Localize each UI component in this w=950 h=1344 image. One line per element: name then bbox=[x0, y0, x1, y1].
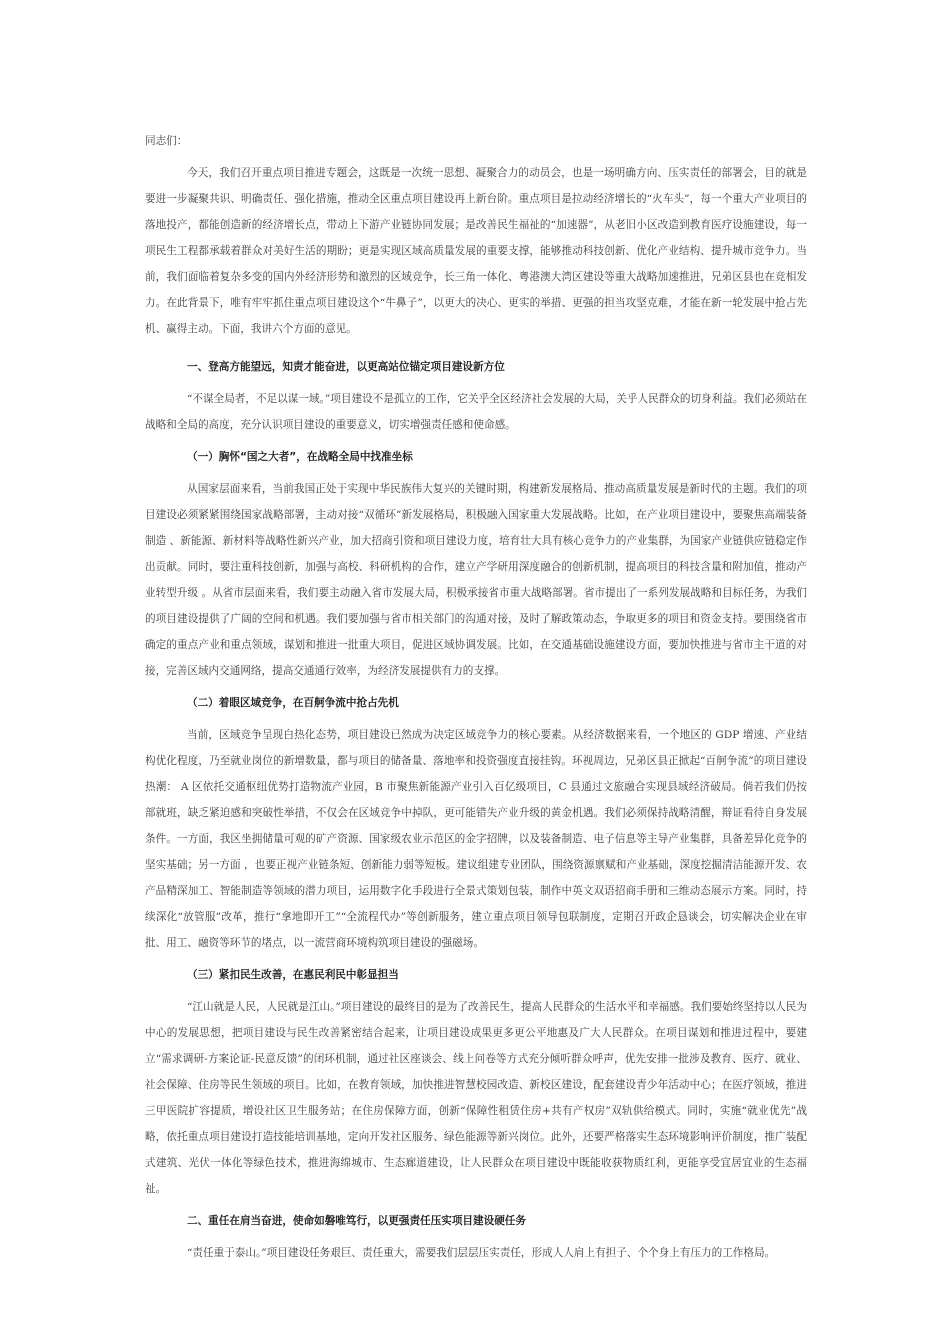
section-1-lead: “不谋全局者，不足以谋一域。”项目建设不是孤立的工作，它关乎全区经济社会发展的大局，关乎人民群众的切身利益。我们必须站在战略和全局的高度，充分认识项目建设的重要意义，切实增强责任感和使命感。 bbox=[145, 393, 807, 431]
subsection-3-heading: （三）紧扣民生改善，在惠民利民中彰显担当 bbox=[187, 969, 399, 981]
intro-paragraph: 今天，我们召开重点项目推进专题会，这既是一次统一思想、凝聚合力的动员会，也是一场明确方向、压实责任的部署会，目的就是要进一步凝聚共识、明确责任、强化措施，推动全区重点项目建设再上新台阶。重点项目是拉动经济增长的“火车头”，每一个重大产业项目的落地投产，都能创造新的经济增长点，带动上下游产业链协同发展；是改善民生福祉的“加速器”，从老旧小区改造到教育医疗设施建设，每一项民生工程都承载着群众对美好生活的期盼；更是实现区域高质量发展的重要支撑，能够推动科技创新、优化产业结构、提升城市竞争力。当前，我们面临着复杂多变的国内外经济形势和激烈的区域竞争，长三角一体化、粤港澳大湾区建设等重大战略加速推进，兄弟区县也在竞相发力。在此背景下，唯有牢牢抓住重点项目建设这个“牛鼻子”，以更大的决心、更实的举措、更强的担当攻坚克难，才能在新一轮发展中抢占先机、赢得主动。下面，我讲六个方面的意见。 bbox=[145, 167, 807, 335]
subsection-1-body: 从国家层面来看，当前我国正处于实现中华民族伟大复兴的关键时期，构建新发展格局、推动高质量发展是新时代的主题。我们的项目建设必须紧紧围绕国家战略部署，主动对接“双循环”新发展格局，积极融入国家重大发展战略。比如，在产业项目建设中，要聚焦高端装备制造 、新能源、新材料等战略性新兴产业，加大招商引资和项目建设力度，培育壮大具有核心竞争力的产业集群，为国家产业链供应链稳定作出贡献。同时，要注重科技创新，加强与高校、科研机构的合作，建立产学研用深度融合的创新机制，提高项目的科技含量和附加值，推动产业转型升级 。从省市层面来看，我们要主动融入省市发展大局，积极承接省市重大战略部署。省市提出了一系列发展战略和目标任务，为我们的项目建设提供了广阔的空间和机遇。我们要加强与省市相关部门的沟通对接，及时了解政策动态，争取更多的项目和资金支持。要围绕省市确定的重点产业和重点领域，谋划和推进一批重大项目，促进区域协调发展。比如，在交通基础设施建设方面，要加快推进与省市主干道的对接，完善区域内交通网络，提高交通通行效率，为经济发展提供有力的支撑。 bbox=[145, 483, 807, 677]
section-1-heading: 一、登高方能望远，知责才能奋进，以更高站位锚定项目建设新方位 bbox=[187, 361, 505, 373]
subsection-2-heading: （二）着眼区域竞争，在百舸争流中抢占先机 bbox=[187, 697, 399, 709]
subsection-1-heading: （一）胸怀“国之大者”，在战略全局中找准坐标 bbox=[187, 451, 413, 463]
section-2-heading: 二、重任在肩当奋进，使命如磐唯笃行，以更强责任压实项目建设硬任务 bbox=[187, 1215, 526, 1227]
salutation: 同志们： bbox=[145, 135, 188, 147]
section-2-lead: “责任重于泰山。”项目建设任务艰巨、责任重大，需要我们层层压实责任，形成人人肩上有担子、个个身上有压力的工作格局。 bbox=[187, 1247, 776, 1259]
subsection-2-body: 当前，区域竞争呈现白热化态势，项目建设已然成为决定区域竞争力的核心要素。从经济数据来看，一个地区的 GDP 增速、产业结构优化程度，乃至就业岗位的新增数量，都与项目的储备量、落地率和投资强度直接挂钩。环视周边，兄弟区县正掀起“百舸争流”的项目建设热潮： A 区依托交通枢纽优势打造物流产业园，B 市聚焦新能源产业引入百亿级项目，C 县通过文旅融合实现县域经济破局。倘若我们仍按部就班，缺乏紧迫感和突破性举措，不仅会在区域竞争中掉队，更可能错失产业升级的黄金机遇。我们必须保持战略清醒，辩证看待自身发展条件。一方面，我区坐拥储量可观的矿产资源、国家级农业示范区的金字招牌，以及装备制造、电子信息等主导产业集群，具备差异化竞争的坚实基础；另一方面 ，也要正视产业链条短、创新能力弱等短板。建议组建专业团队，围绕资源禀赋和产业基础，深度挖掘清洁能源开发、农产品精深加工、智能制造等领域的潜力项目，运用数字化手段进行全景式策划包装，制作中英文双语招商手册和三维动态展示方案。同时，持续深化“放管服”改革，推行“拿地即开工”“全流程代办”等创新服务，建立重点项目领导包联制度，定期召开政企恳谈会，切实解决企业在审批、用工、融资等环节的堵点，以一流营商环境构筑项目建设的强磁场。 bbox=[145, 729, 807, 949]
subsection-3-body: “江山就是人民，人民就是江山。”项目建设的最终目的是为了改善民生，提高人民群众的生活水平和幸福感。我们要始终坚持以人民为中心的发展思想，把项目建设与民生改善紧密结合起来，让项目建设成果更多更公平地惠及广大人民群众。在项目谋划和推进过程中，要建立“需求调研-方案论证-民意反馈”的闭环机制，通过社区座谈会、线上问卷等方式充分倾听群众呼声，优先安排一批涉及教育、医疗、就业、社会保障、住房等民生领域的项目。比如，在教育领域，加快推进智慧校园改造、新校区建设，配套建设青少年活动中心；在医疗领域，推进三甲医院扩容提质，增设社区卫生服务站；在住房保障方面，创新“保障性租赁住房+共有产权房”双轨供给模式。同时，实施“就业优先”战略，依托重点项目建设打造技能培训基地，定向开发社区服务、绿色能源等新兴岗位。此外，还要严格落实生态环境影响评价制度，推广装配式建筑、光伏一体化等绿色技术，推进海绵城市、生态廊道建设，让人民群众在项目建设中既能收获物质红利，更能享受宜居宜业的生态福祉。 bbox=[145, 1001, 807, 1195]
